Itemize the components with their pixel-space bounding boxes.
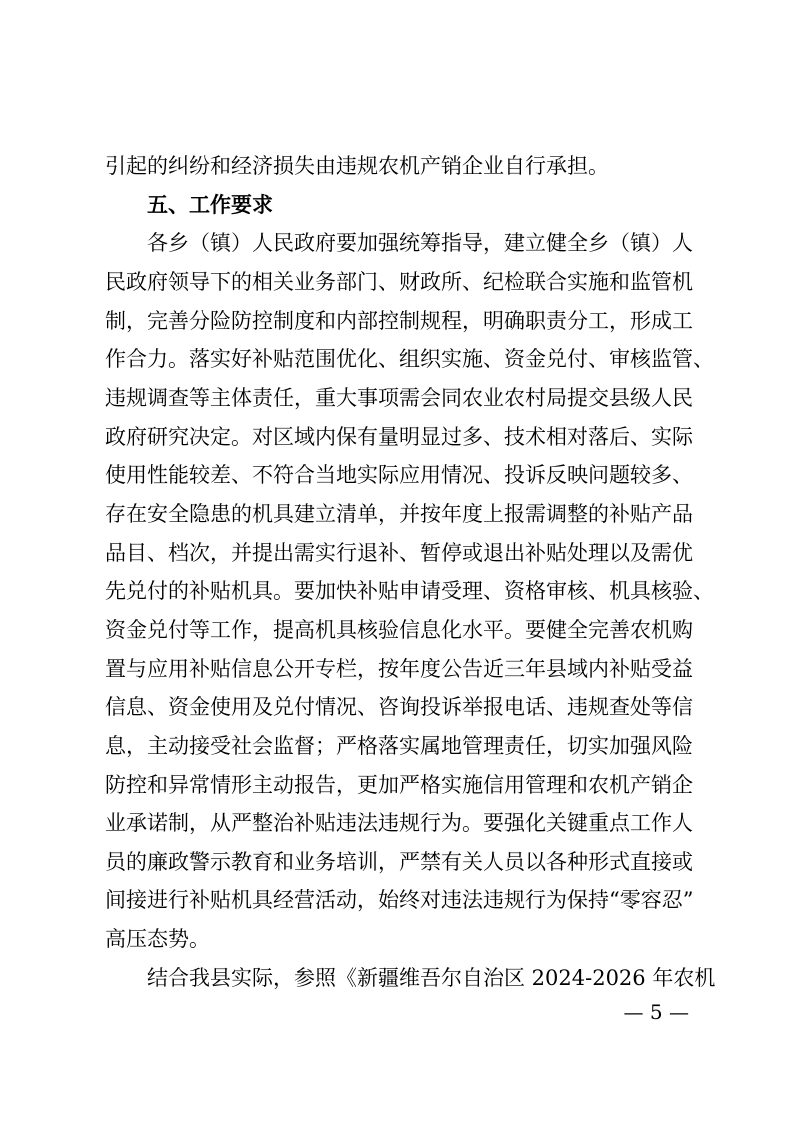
body-text-line: 员的廉政警示教育和业务培训，严禁有关人员以各种形式直接或 — [105, 850, 693, 874]
body-text-line: 品目、档次，并提出需实行退补、暂停或退出补贴处理以及需优 — [105, 541, 693, 565]
body-text-line: 民政府领导下的相关业务部门、财政所、纪检联合实施和监管机 — [105, 270, 693, 294]
body-text-line: 间接进行补贴机具经营活动，始终对违法违规行为保持“零容忍” — [105, 888, 694, 912]
body-text-line: 息，主动接受社会监督；严格落实属地管理责任，切实加强风险 — [105, 734, 693, 758]
section-heading: 五、工作要求 — [147, 193, 273, 217]
body-text-line: 政府研究决定。对区域内保有量明显过多、技术相对落后、实际 — [105, 425, 693, 449]
body-text-line: 置与应用补贴信息公开专栏，按年度公告近三年县域内补贴受益 — [105, 657, 693, 681]
body-text-line: 使用性能较差、不符合当地实际应用情况、投诉反映问题较多、 — [105, 463, 693, 487]
body-text-line: 引起的纠纷和经济损失由违规农机产销企业自行承担。 — [105, 154, 609, 178]
body-text-line: 信息、资金使用及兑付情况、咨询投诉举报电话、违规查处等信 — [105, 695, 693, 719]
body-text-line: 先兑付的补贴机具。要加快补贴申请受理、资格审核、机具核验、 — [105, 579, 714, 603]
body-text-line: 各乡（镇）人民政府要加强统筹指导，建立健全乡（镇）人 — [147, 231, 693, 255]
body-text-line: 资金兑付等工作，提高机具核验信息化水平。要健全完善农机购 — [105, 618, 693, 642]
body-text-line: 违规调查等主体责任，重大事项需会同农业农村局提交县级人民 — [105, 386, 693, 410]
body-text-line: 结合我县实际，参照《新疆维吾尔自治区 2024-2026 年农机 — [147, 966, 716, 990]
body-text-line: 业承诺制，从严整治补贴违法违规行为。要强化关键重点工作人 — [105, 811, 693, 835]
body-text-line: 作合力。落实好补贴范围优化、组织实施、资金兑付、审核监管、 — [105, 347, 714, 371]
page-number: — 5 — — [623, 1000, 689, 1024]
body-text-line: 存在安全隐患的机具建立清单，并按年度上报需调整的补贴产品 — [105, 502, 693, 526]
body-text-line: 高压态势。 — [105, 927, 210, 951]
body-text-line: 防控和异常情形主动报告，更加严格实施信用管理和农机产销企 — [105, 773, 693, 797]
body-text-line: 制，完善分险防控制度和内部控制规程，明确职责分工，形成工 — [105, 309, 693, 333]
